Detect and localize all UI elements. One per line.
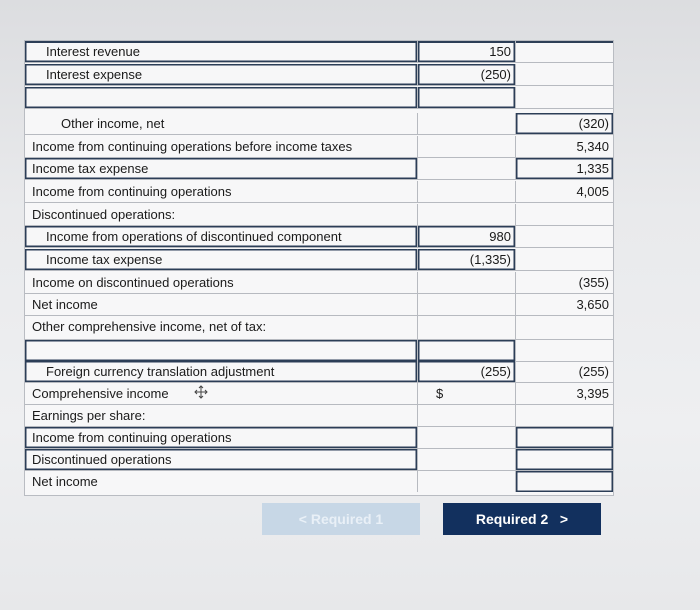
total-input[interactable]: 1,335 [515, 158, 613, 179]
total-cell [515, 226, 613, 247]
table-row [25, 204, 613, 226]
amount-input[interactable]: (1,335) [417, 249, 515, 270]
row-label-input[interactable]: Income tax expense [25, 158, 417, 179]
amount-cell [417, 272, 515, 293]
row-label-input[interactable] [25, 340, 417, 361]
amount-input[interactable]: 980 [417, 226, 515, 247]
total-input[interactable]: (320) [515, 113, 613, 134]
amount-cell [417, 113, 515, 134]
table-row [25, 449, 613, 471]
table-row [25, 136, 613, 158]
total-cell [515, 41, 613, 62]
amount-input[interactable]: (250) [417, 64, 515, 85]
amount-input[interactable] [417, 340, 515, 361]
row-label-input[interactable]: Income from operations of discontinued component [25, 226, 417, 247]
table-row [25, 64, 613, 86]
table-row [25, 294, 613, 316]
total-cell: 4,005 [515, 181, 613, 202]
chevron-left-icon: < [298, 511, 307, 527]
table-row [25, 383, 613, 405]
row-label [25, 383, 417, 404]
row-label: Discontinued operations: [32, 207, 176, 222]
table-row [25, 113, 613, 135]
row-label: Income on discontinued operations [32, 275, 234, 290]
row-label: Net income [32, 474, 98, 489]
required-2-button[interactable] [443, 503, 601, 535]
total-cell [515, 340, 613, 361]
required-1-button[interactable] [262, 503, 420, 535]
eps-input[interactable] [515, 427, 613, 448]
table-row [25, 427, 613, 449]
total-cell: (355) [515, 272, 613, 293]
amount-cell [417, 449, 515, 470]
amount-cell [417, 294, 515, 315]
total-cell: 3,650 [515, 294, 613, 315]
amount-cell [417, 471, 515, 492]
table-row [25, 272, 613, 294]
row-label-input[interactable]: Foreign currency translation adjustment [25, 361, 417, 382]
table-row [25, 361, 613, 383]
total-cell: (255) [515, 361, 613, 382]
amount-input[interactable] [417, 87, 515, 108]
chevron-right-icon: > [559, 511, 569, 527]
amount-cell [417, 316, 515, 339]
table-row [25, 158, 613, 180]
row-label-input[interactable]: Income tax expense [25, 249, 417, 270]
amount-input[interactable]: 150 [417, 41, 515, 62]
row-label-input[interactable]: Income from continuing operations [25, 427, 417, 448]
move-cursor-icon [194, 384, 208, 405]
dollar-sign: $ [436, 386, 444, 401]
row-label: Income from continuing operations [32, 184, 232, 199]
amount-cell [417, 181, 515, 202]
table-row [25, 405, 613, 427]
amount-cell [417, 158, 515, 179]
row-label: Other income, net [61, 116, 165, 131]
amount-cell [417, 427, 515, 448]
total-cell [515, 249, 613, 270]
eps-input[interactable] [515, 449, 613, 470]
total-cell: 5,340 [515, 136, 613, 157]
total-cell [515, 316, 613, 339]
amount-cell [417, 136, 515, 157]
income-statement-table [24, 40, 614, 496]
table-row [25, 471, 613, 492]
row-label-text: Comprehensive income [32, 386, 169, 401]
table-row [25, 316, 613, 340]
row-label: Earnings per share: [32, 408, 146, 423]
row-label: Income from continuing operations before income taxes [32, 139, 353, 154]
total-cell: 3,395 [515, 383, 613, 404]
table-row [25, 249, 613, 271]
required-1-label: Required 1 [310, 511, 384, 527]
table-row [25, 41, 613, 63]
amount-cell [417, 405, 515, 426]
row-label: Net income [32, 297, 98, 312]
row-label-input[interactable]: Interest revenue [25, 41, 417, 62]
total-cell [515, 204, 613, 225]
row-label-input[interactable]: Discontinued operations [25, 449, 417, 470]
row-label-input[interactable] [25, 87, 417, 108]
table-row [25, 340, 613, 362]
table-row [25, 181, 613, 203]
required-2-label: Required 2 [475, 511, 549, 527]
amount-cell [417, 383, 515, 404]
eps-input[interactable] [515, 471, 613, 492]
row-label: Other comprehensive income, net of tax: [32, 319, 267, 334]
total-cell [515, 64, 613, 85]
total-cell [515, 87, 613, 108]
row-label-input[interactable]: Interest expense [25, 64, 417, 85]
amount-input[interactable]: (255) [417, 361, 515, 382]
table-row [25, 87, 613, 109]
total-cell [515, 405, 613, 426]
amount-cell [417, 204, 515, 225]
table-row [25, 226, 613, 248]
